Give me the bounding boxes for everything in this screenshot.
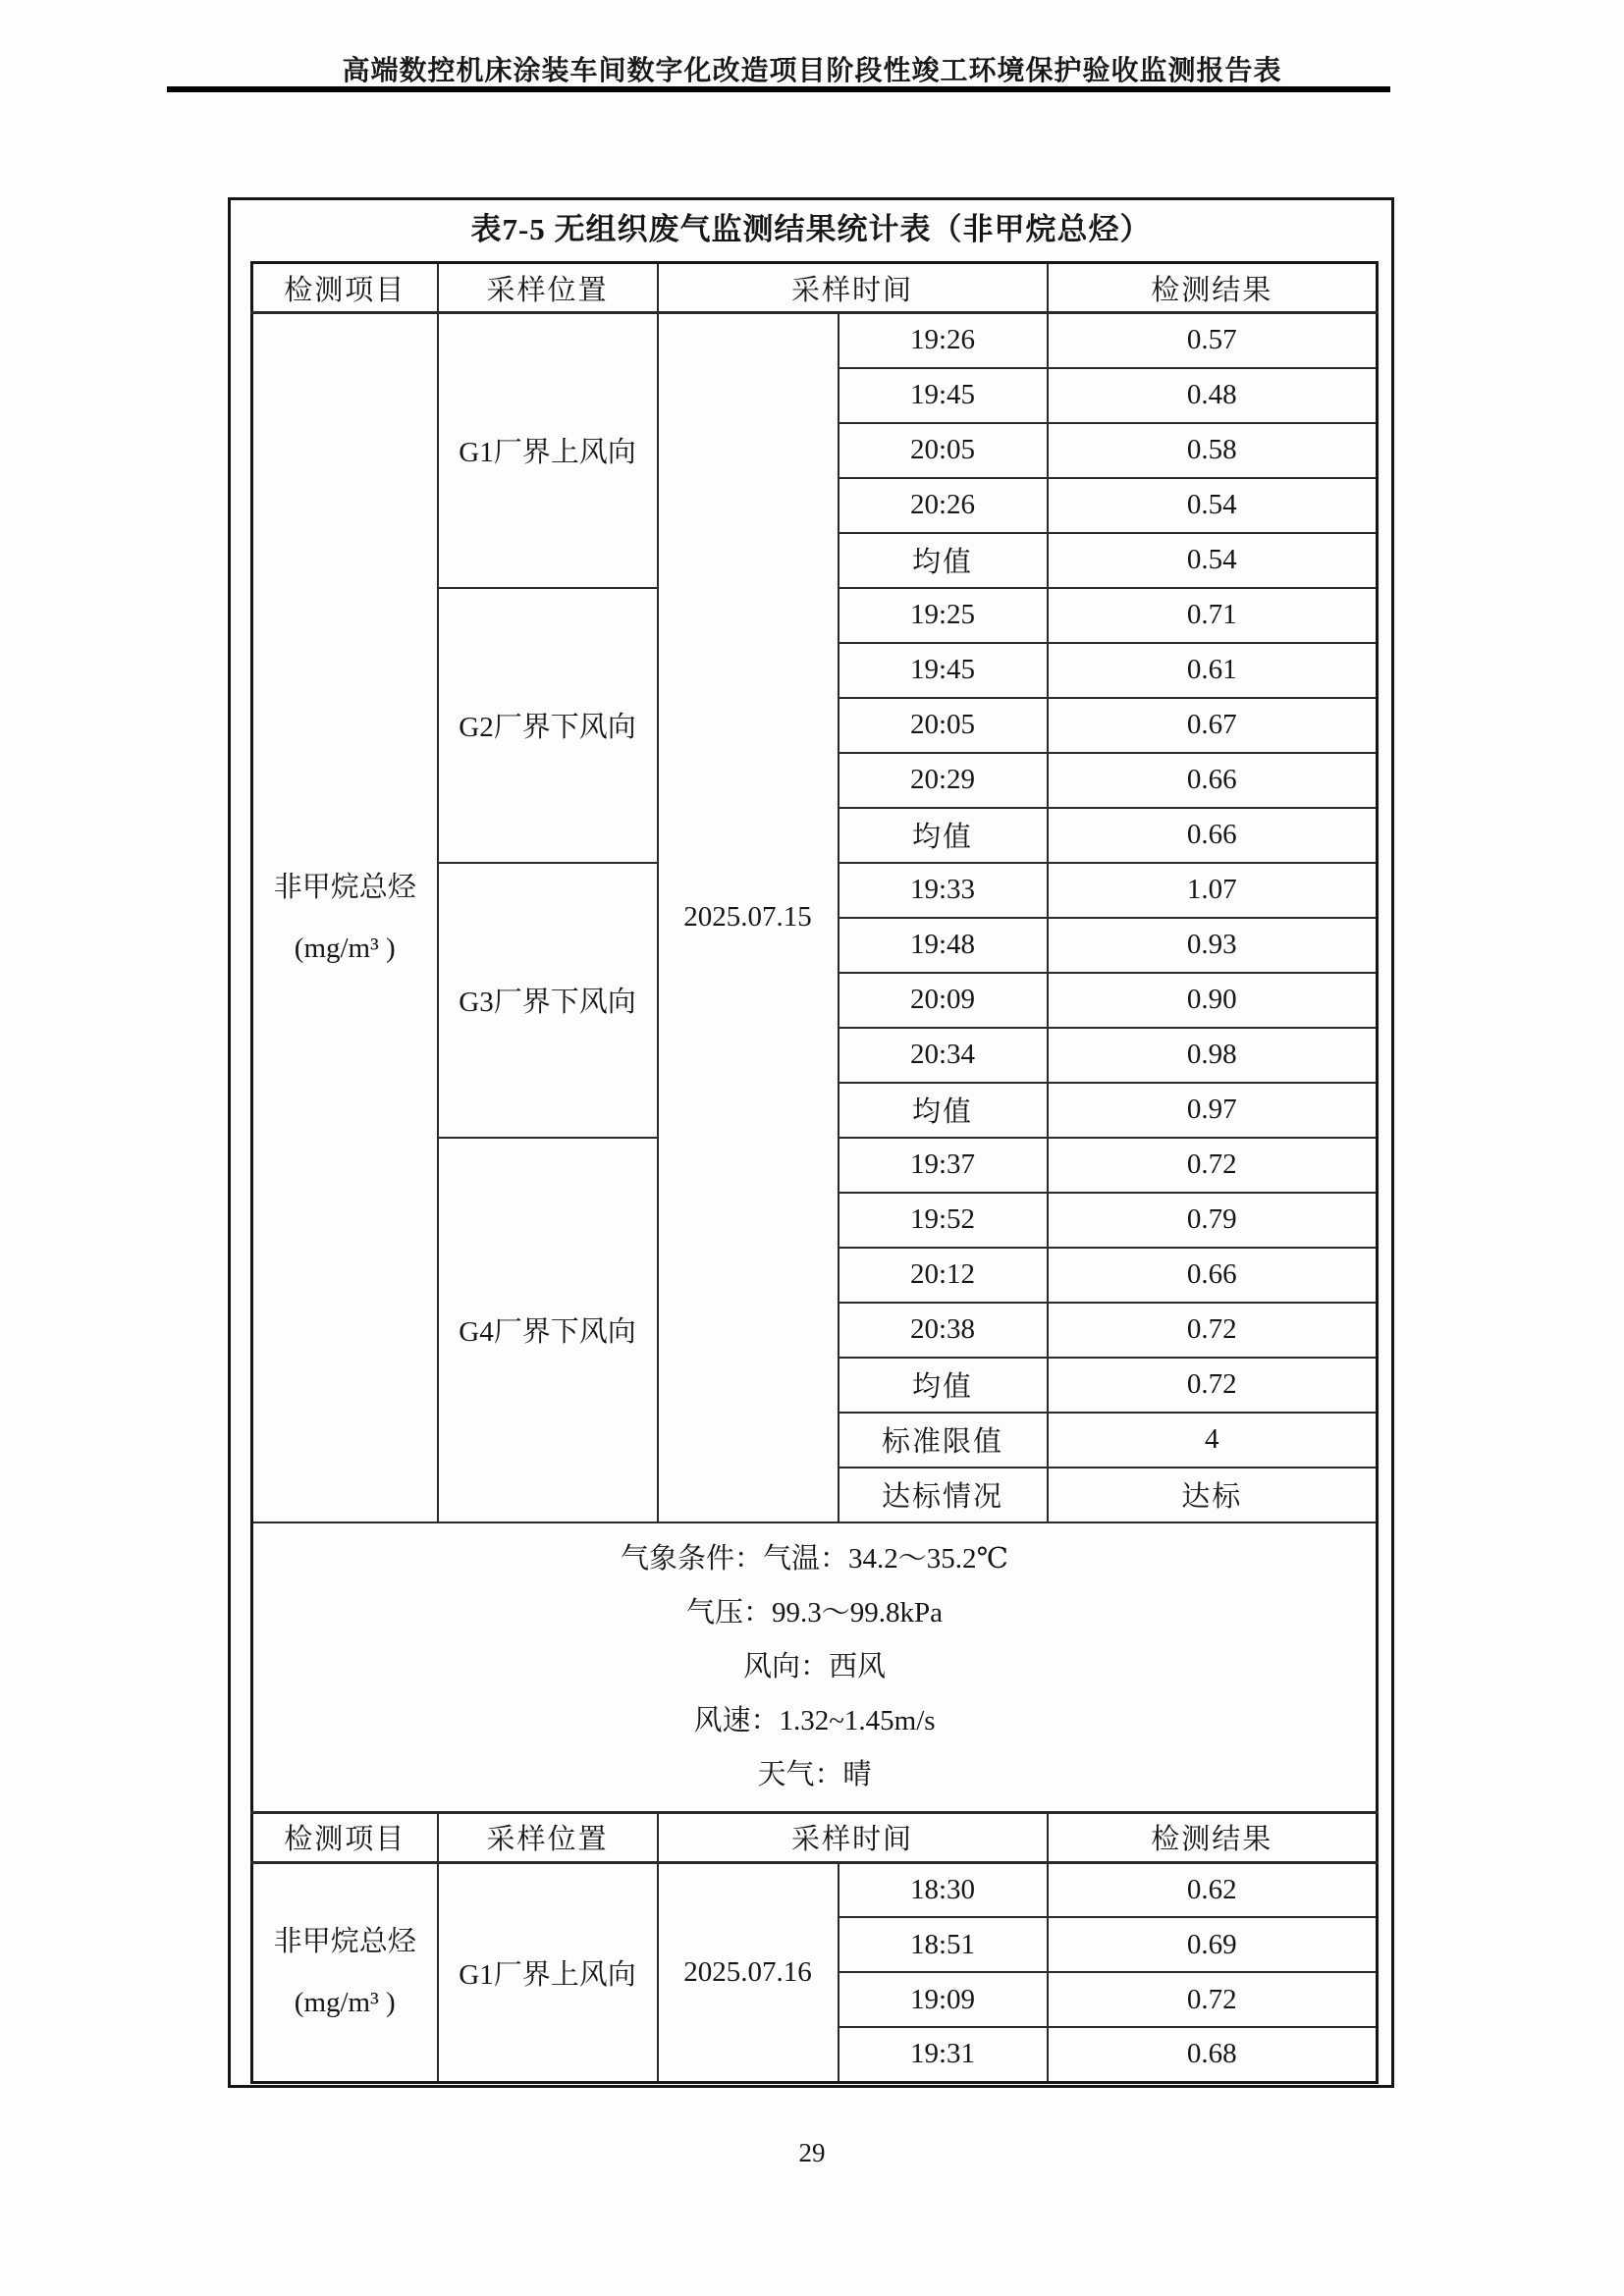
time-cell: 19:45 bbox=[839, 368, 1048, 423]
result-cell: 0.72 bbox=[1048, 1972, 1378, 2027]
col-header-time: 采样时间 bbox=[658, 263, 1048, 313]
result-cell: 0.48 bbox=[1048, 368, 1378, 423]
mean-value: 0.97 bbox=[1048, 1083, 1378, 1138]
time-cell: 18:51 bbox=[839, 1917, 1048, 1972]
time-cell: 19:25 bbox=[839, 588, 1048, 643]
col-header-time: 采样时间 bbox=[658, 1812, 1048, 1862]
table-header-row bbox=[252, 1812, 1378, 1862]
weather-line: 风向：西风 bbox=[743, 1650, 887, 1682]
table-row bbox=[252, 1862, 1378, 1917]
table-header-row bbox=[252, 263, 1378, 313]
location-cell-g1: G1厂界上风向 bbox=[438, 1862, 658, 2082]
time-cell: 20:26 bbox=[839, 478, 1048, 533]
col-header-location: 采样位置 bbox=[438, 1812, 658, 1862]
weather-line: 风速：1.32~1.45m/s bbox=[693, 1704, 936, 1736]
result-cell: 0.71 bbox=[1048, 588, 1378, 643]
time-cell: 19:31 bbox=[839, 2027, 1048, 2082]
location-cell-g1: G1厂界上风向 bbox=[438, 313, 658, 588]
weather-line: 气压：99.3～99.8kPa bbox=[686, 1596, 944, 1629]
mean-label: 均值 bbox=[839, 1358, 1048, 1413]
result-cell: 0.58 bbox=[1048, 423, 1378, 478]
result-cell: 0.79 bbox=[1048, 1193, 1378, 1248]
document-header-title: 高端数控机床涂装车间数字化改造项目阶段性竣工环境保护验收监测报告表 bbox=[342, 56, 1282, 86]
col-header-result: 检测结果 bbox=[1048, 263, 1378, 313]
parameter-unit: (mg/m³ ) bbox=[294, 932, 396, 964]
table-row bbox=[252, 313, 1378, 368]
limit-label: 标准限值 bbox=[839, 1413, 1048, 1468]
weather-row bbox=[252, 1522, 1378, 1813]
time-cell: 19:26 bbox=[839, 313, 1048, 368]
weather-conditions-cell bbox=[252, 1522, 1378, 1813]
time-cell: 20:12 bbox=[839, 1248, 1048, 1303]
col-header-location: 采样位置 bbox=[438, 263, 658, 313]
result-cell: 0.68 bbox=[1048, 2027, 1378, 2082]
time-cell: 19:52 bbox=[839, 1193, 1048, 1248]
time-cell: 20:34 bbox=[839, 1028, 1048, 1083]
time-cell: 19:37 bbox=[839, 1138, 1048, 1193]
time-cell: 20:29 bbox=[839, 753, 1048, 808]
parameter-unit: (mg/m³ ) bbox=[294, 1987, 396, 2018]
result-cell: 0.54 bbox=[1048, 478, 1378, 533]
location-cell-g3: G3厂界下风向 bbox=[438, 863, 658, 1138]
location-cell-g2: G2厂界下风向 bbox=[438, 588, 658, 863]
result-cell: 0.66 bbox=[1048, 753, 1378, 808]
result-cell: 0.62 bbox=[1048, 1862, 1378, 1917]
mean-label: 均值 bbox=[839, 1083, 1048, 1138]
mean-value: 0.54 bbox=[1048, 533, 1378, 588]
result-cell: 0.57 bbox=[1048, 313, 1378, 368]
parameter-cell bbox=[252, 313, 438, 1522]
sampling-date-cell: 2025.07.16 bbox=[658, 1862, 839, 2082]
result-cell: 1.07 bbox=[1048, 863, 1378, 918]
location-cell-g4: G4厂界下风向 bbox=[438, 1138, 658, 1522]
weather-line: 气象条件：气温：34.2～35.2℃ bbox=[621, 1542, 1008, 1575]
col-header-item: 检测项目 bbox=[252, 1812, 438, 1862]
mean-value: 0.72 bbox=[1048, 1358, 1378, 1413]
compliance-label: 达标情况 bbox=[839, 1468, 1048, 1522]
time-cell: 19:48 bbox=[839, 918, 1048, 973]
report-table-box bbox=[228, 197, 1394, 2088]
time-cell: 20:09 bbox=[839, 973, 1048, 1028]
time-cell: 20:38 bbox=[839, 1303, 1048, 1358]
time-cell: 19:45 bbox=[839, 643, 1048, 698]
time-cell: 19:09 bbox=[839, 1972, 1048, 2027]
time-cell: 20:05 bbox=[839, 423, 1048, 478]
mean-label: 均值 bbox=[839, 808, 1048, 863]
parameter-name: 非甲烷总烃 bbox=[273, 1926, 416, 1957]
result-cell: 0.93 bbox=[1048, 918, 1378, 973]
time-cell: 18:30 bbox=[839, 1862, 1048, 1917]
result-cell: 0.61 bbox=[1048, 643, 1378, 698]
weather-line: 天气：晴 bbox=[757, 1758, 872, 1790]
table-title: 表7-5 无组织废气监测结果统计表（非甲烷总烃） bbox=[470, 212, 1152, 246]
col-header-item: 检测项目 bbox=[252, 263, 438, 313]
result-cell: 0.90 bbox=[1048, 973, 1378, 1028]
result-cell: 0.66 bbox=[1048, 1248, 1378, 1303]
result-cell: 0.72 bbox=[1048, 1138, 1378, 1193]
result-cell: 0.69 bbox=[1048, 1917, 1378, 1972]
col-header-result: 检测结果 bbox=[1048, 1812, 1378, 1862]
monitoring-results-table bbox=[250, 261, 1379, 2084]
result-cell: 0.67 bbox=[1048, 698, 1378, 753]
mean-value: 0.66 bbox=[1048, 808, 1378, 863]
sampling-date-cell: 2025.07.15 bbox=[658, 313, 839, 1522]
header-rule bbox=[167, 86, 1390, 92]
time-cell: 19:33 bbox=[839, 863, 1048, 918]
result-cell: 0.72 bbox=[1048, 1303, 1378, 1358]
time-cell: 20:05 bbox=[839, 698, 1048, 753]
result-cell: 0.98 bbox=[1048, 1028, 1378, 1083]
page-number: 29 bbox=[798, 2138, 826, 2167]
parameter-cell bbox=[252, 1862, 438, 2082]
mean-label: 均值 bbox=[839, 533, 1048, 588]
limit-value: 4 bbox=[1048, 1413, 1378, 1468]
compliance-value: 达标 bbox=[1048, 1468, 1378, 1522]
parameter-name: 非甲烷总烃 bbox=[273, 871, 416, 903]
